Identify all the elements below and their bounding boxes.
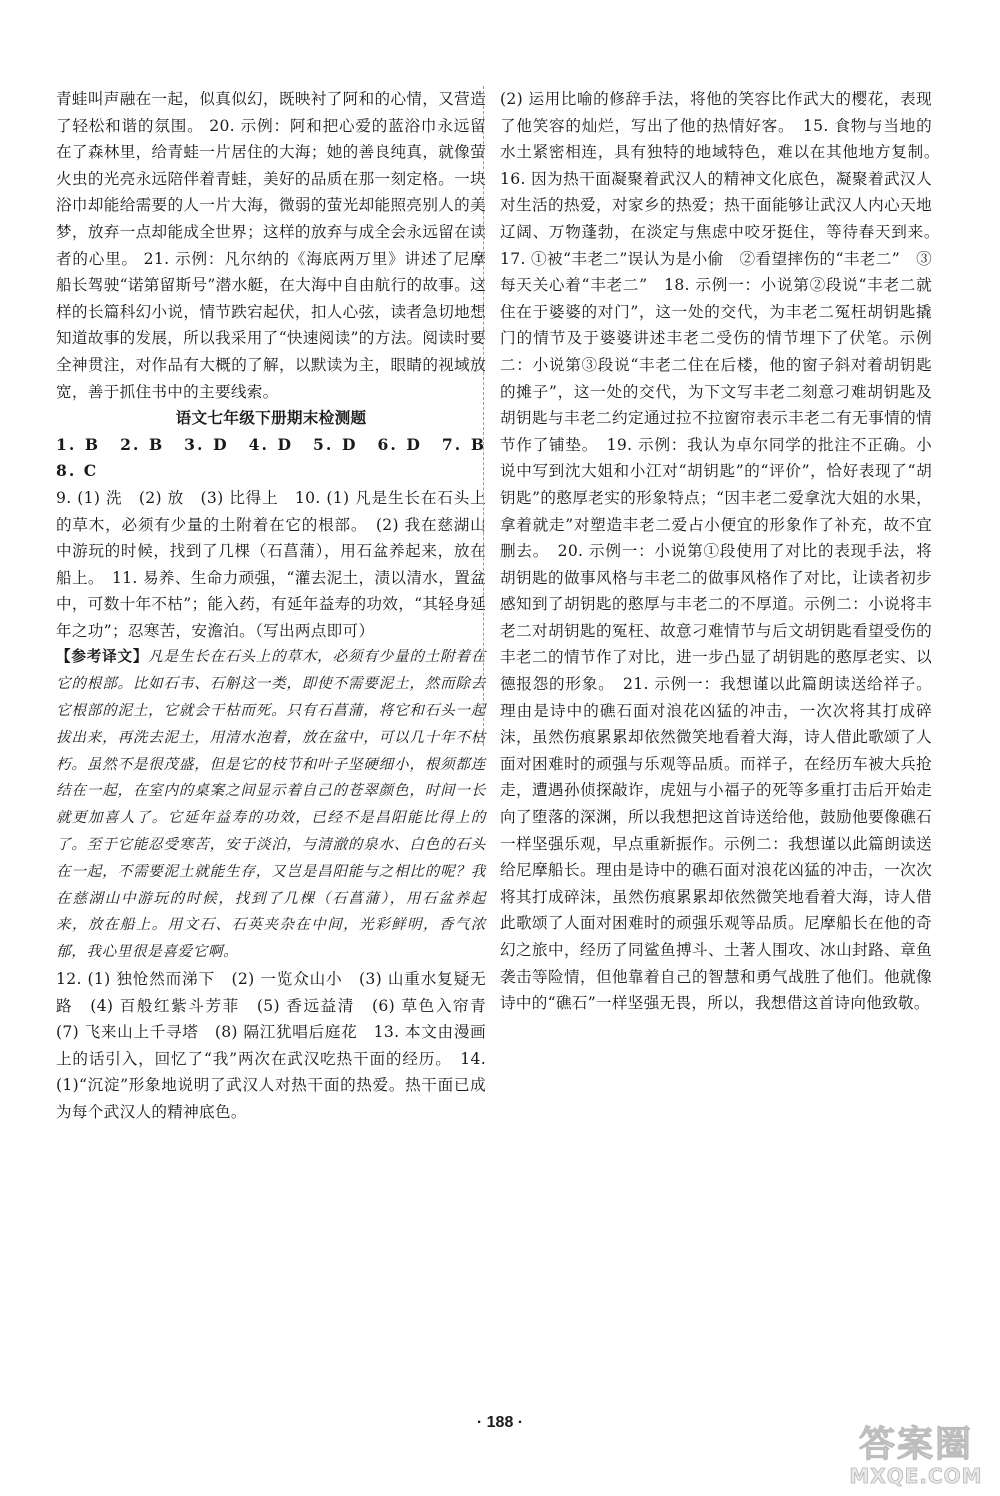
section-title: 语文七年级下册期末检测题 bbox=[175, 408, 367, 428]
watermark-logo bbox=[846, 1416, 986, 1488]
watermark-text: 答案圈 bbox=[858, 1424, 973, 1465]
watermark-url: MXQE.COM bbox=[849, 1464, 983, 1488]
reference-text: 凡是生长在石头上的草木，必须有少量的土附着在它的根部。比如石韦、石斛这一类，即使不需要泥土，然而除去它根部的泥土，它就会干枯而死。只有石菖蒲，将它和石头一起拔出来，再洗去泥土，用清水泡着，放在盆中，可以几十年不枯朽。虽然不是很茂盛，但是它的枝节和叶子坚硬细小，根须都连结在一起，在室内的桌案之间显示着自己的苍翠颜色，时间一长就更加喜人了。它延年益寿的功效，已经不是昌阳能比得上的了。至于它能忍受寒苦，安于淡泊，与清澈的泉水、白色的石头在一起，不需要泥土就能生存，又岂是昌阳能与之相比的呢？我在慈湖山中游玩的时候，找到了几棵（石菖蒲），用石盆养起来，放在船上。用文石、石英夹杂在中间，光彩鲜明，香气浓郁，我心里很是喜爱它啊。 bbox=[56, 648, 487, 961]
column-divider bbox=[483, 86, 484, 746]
reference-label: 【参考译文】 bbox=[56, 648, 149, 666]
answer-paragraph: (2) 运用比喻的修辞手法，将他的笑容比作武大的樱花，表现了他笑容的灿烂，写出了他的热情好客。 15. 食物与当地的水土紧密相连，具有独特的地域特色，难以在其他地方复制。 16. 因为热干面凝聚着武汉人的精神文化底色，凝聚着武汉人对生活的热爱，对家乡的热爱；热干面能够让武汉人内心天地辽阔、万物蓬勃，在淡定与焦虑中咬牙挺住，等待春天到来。 17. ①被“丰老二”误认为是小偷 ②看望摔伤的“丰老二” ③每天关心着“丰老二” 18. 示例一：小说第②段说“丰老二就住在于婆婆的对门”，这一处的交代，为丰老二冤枉胡钥匙撬门的情节及于婆婆讲述丰老二受伤的情节埋下了伏笔。示例二：小说第③段说“丰老二住在后楼，他的窗子斜对着胡钥匙的摊子”，这一处的交代，为下文写丰老二刻意刁难胡钥匙及胡钥匙与丰老二约定通过拉不拉窗帘表示丰老二有无事情的情节作了铺垫。 19. 示例：我认为卓尔同学的批注不正确。小说中写到沈大姐和小江对“胡钥匙”的“评价”，恰好表现了“胡钥匙”的憨厚老实的形象特点；“因丰老二爱拿沈大姐的水果，拿着就走”对塑造丰老二爱占小便宜的形象作了补充，故不宜删去。 20. 示例一：小说第①段使用了对比的表现手法，将胡钥匙的做事风格与丰老二的做事风格作了对比，让读者初步感知到了胡钥匙的憨厚与丰老二的不厚道。示例二：小说将丰老二对胡钥匙的冤枉、故意刁难情节与后文胡钥匙看望受伤的丰老二的情节作了对比，进一步凸显了胡钥匙的憨厚老实、以德报怨的形象。 21. 示例一：我想谨以此篇朗读送给祥子。理由是诗中的礁石面对浪花凶猛的冲击，一次次将其打成碎沫，虽然伤痕累累却依然微笑地看着大海，诗人借此歌颂了人面对困难时的顽强与乐观等品质。而祥子，在经历车被大兵抢走，遭遇孙侦探敲诈，虎妞与小福子的死等多重打击后开始走向了堕落的深渊，所以我想把这首诗送给他，鼓励他要像礁石一样坚强乐观，早点重新振作。示例二：我想谨以此篇朗读送给尼摩船长。理由是诗中的礁石面对浪花凶猛的冲击，一次次将其打成碎沫，虽然伤痕累累却依然微笑地看着大海，诗人借此歌颂了人面对困难时的顽强乐观等品质。尼摩船长在他的奇幻之旅中，经历了同鲨鱼搏斗、土著人围攻、冰山封路、章鱼袭击等险情，但他靠着自己的智慧和勇气战胜了他们。他就像诗中的“礁石”一样坚强无畏，所以，我想借这首诗向他致敬。 bbox=[500, 90, 948, 1013]
multiple-choice-answers: 1. B 2. B 3. D 4. D 5. D 6. D 7. B 8. C bbox=[56, 434, 504, 481]
answer-paragraph: 9. (1) 洗 (2) 放 (3) 比得上 10. (1) 凡是生长在石头上的草木，必须有少量的土附着在它的根部。 (2) 我在慈湖山中游玩的时候，找到了几棵（石菖蒲），用石盆养起来，放在船上。 11. 易养、生命力顽强，“灌去泥土，渍以清水，置盆中，可数十年不枯”；能入药，有延年益寿的功效，“其轻身延年之功”；忍寒苦，安澹泊。（写出两点即可） bbox=[56, 488, 486, 640]
reference-translation bbox=[56, 644, 486, 966]
page-number: · 188 · bbox=[476, 1414, 524, 1431]
left-column bbox=[56, 86, 504, 1126]
right-column bbox=[500, 86, 948, 1017]
answer-paragraph: 青蛙叫声融在一起，似真似幻，既映衬了阿和的心情，又营造了轻松和谐的氛围。 20. 示例：阿和把心爱的蓝浴巾永远留在了森林里，给青蛙一片居住的大海；她的善良纯真，就像萤火虫的光亮永远陪伴着青蛙，美好的品质在那一刻定格。一块浴巾却能给需要的人一片大海，微弱的萤光却能照亮别人的美梦，放弃一点却能成全世界；这样的放弃与成全会永远留在读者的心里。 21. 示例：凡尔纳的《海底两万里》讲述了尼摩船长驾驶“诺第留斯号”潜水艇，在大海中自由航行的故事。这样的长篇科幻小说，情节跌宕起伏，扣人心弦，读者急切地想知道故事的发展，所以我采用了“快速阅读”的方法。阅读时要全神贯注，对作品有大概的了解，以默读为主，眼睛的视域放宽，善于抓住书中的主要线索。 bbox=[56, 90, 486, 401]
answer-paragraph: 12. (1) 独怆然而涕下 (2) 一览众山小 (3) 山重水复疑无路 (4) 百般红紫斗芳菲 (5) 香远益清 (6) 草色入帘青 (7) 飞来山上千寻塔 (8) 隔江犹唱后庭花 13. 本文由漫画上的话引入，回忆了“我”两次在武汉吃热干面的经历。 14. (1)“沉淀”形象地说明了武汉人对热干面的热爱。热干面已成为每个武汉人的精神底色。 bbox=[56, 970, 502, 1121]
